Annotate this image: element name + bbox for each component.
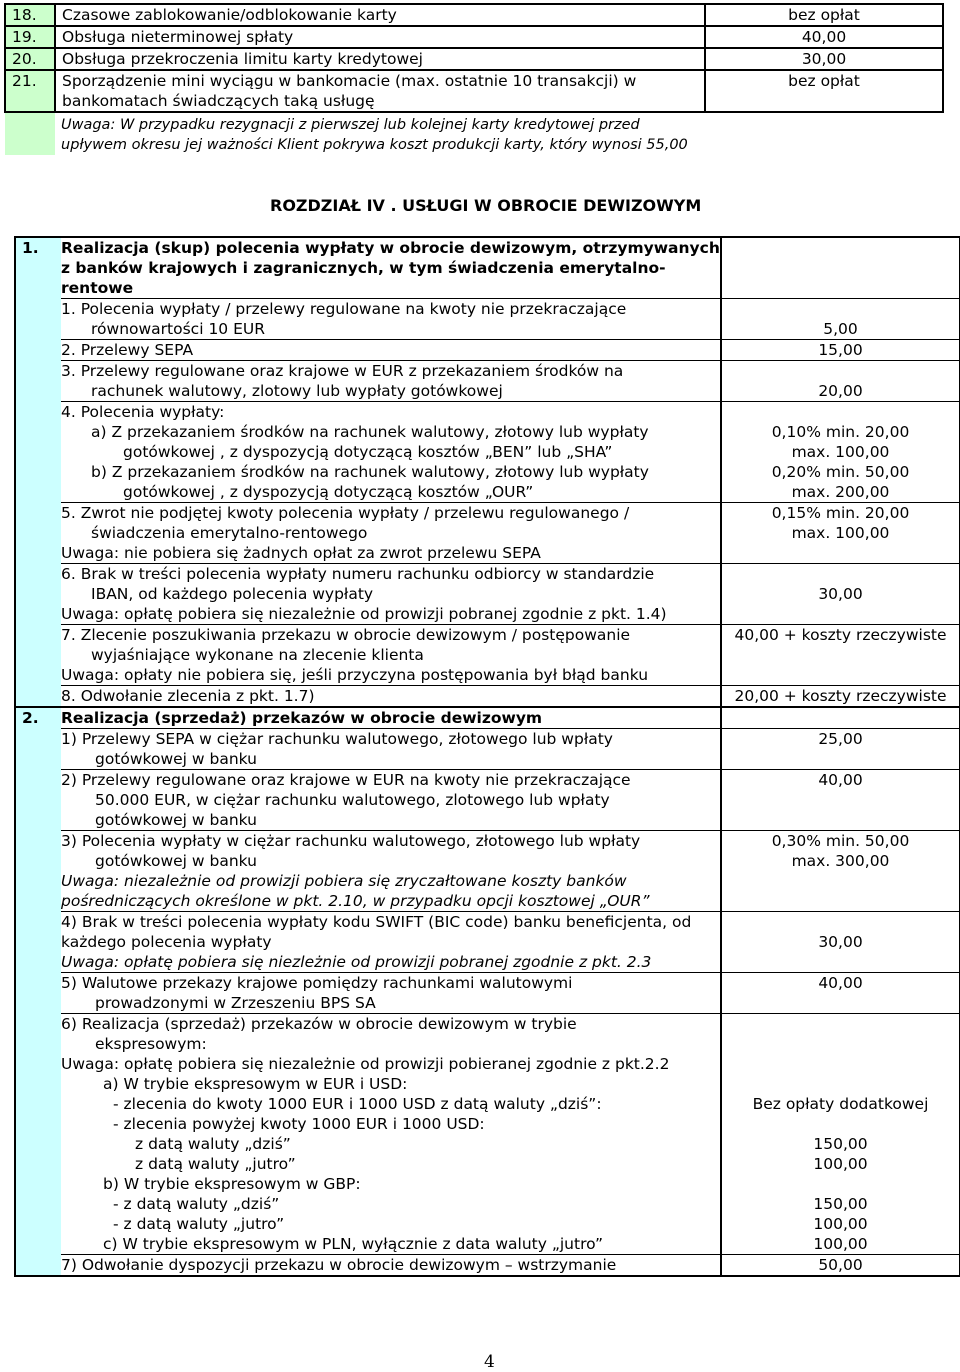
item-text — [61, 729, 721, 770]
row-number: 20. — [5, 48, 55, 70]
item-line: 1. Polecenia wypłaty / przelewy regulowane na kwoty nie przekraczające — [61, 300, 627, 318]
item-line: 6) Realizacja (sprzedaż) przekazów w obrocie dewizowym w trybie ekspresowym: — [61, 1015, 577, 1053]
item-line: równowartości 10 EUR — [91, 320, 265, 338]
item-line: 1) Przelewy SEPA w ciężar rachunku walutowego, złotowego lub wpłaty gotówkowej w banku — [61, 730, 613, 768]
table-row — [15, 402, 960, 503]
item-text: 8. Odwołanie zlecenia z pkt. 1.7) — [61, 686, 721, 708]
item-line: 4. Polecenia wypłaty: — [61, 403, 225, 421]
row-number: 18. — [5, 4, 55, 26]
row-fee: bez opłat — [705, 4, 943, 26]
item-line: 5. Zwrot nie podjętej kwoty polecenia wypłaty / przelewu regulowanego / — [61, 504, 630, 522]
item-text: 7) Odwołanie dyspozycji przekazu w obrocie dewizowym – wstrzymanie — [61, 1255, 721, 1277]
margin — [15, 1255, 61, 1277]
item-line: rachunek walutowy, zlotowy lub wypłaty gotówkowej — [91, 382, 503, 400]
item-fee: 20,00 — [818, 382, 863, 400]
table-row — [5, 70, 943, 112]
item-line: 6. Brak w treści polecenia wypłaty numeru rachunku odbiorcy w standardzie — [61, 565, 655, 583]
item-fee-cell — [721, 299, 960, 340]
item-fee: 5,00 — [823, 320, 858, 338]
chapter-title: ROZDZIAŁ IV . USŁUGI W OBROCIE DEWIZOWYM — [270, 196, 702, 215]
item-fee: 20,00 + koszty rzeczywiste — [721, 686, 960, 708]
item-fee: 30,00 — [818, 933, 863, 951]
margin — [15, 402, 61, 503]
item-text — [61, 361, 721, 402]
table-row — [15, 1255, 960, 1277]
item-line: 3. Przelewy regulowane oraz krajowe w EUR z przekazaniem środków na — [61, 362, 624, 380]
item-fee: 40,00 + koszty rzeczywiste — [721, 625, 960, 686]
item-text — [61, 299, 721, 340]
row-fee: 30,00 — [705, 48, 943, 70]
item-fee: 50,00 — [721, 1255, 960, 1277]
item-note: Uwaga: niezależnie od prowizji pobiera się zryczałtowane koszty banków pośredniczących określone w pkt. 2.10, w przypadku opcji kosztowej „OUR” — [61, 872, 650, 910]
margin — [15, 729, 61, 770]
item-fee: max. 300,00 — [791, 852, 890, 870]
option-title: a) W trybie ekspresowym w EUR i USD: — [103, 1075, 408, 1093]
margin — [15, 686, 61, 708]
item-fee: 0,15% min. 20,00 — [771, 504, 910, 522]
fee-empty — [721, 237, 960, 299]
item-text — [61, 973, 721, 1014]
margin — [15, 299, 61, 340]
item-fee: 0,30% min. 50,00 — [771, 832, 910, 850]
table-row — [5, 48, 943, 70]
item-text — [61, 912, 721, 973]
option-line: - z datą waluty „dziś” — [113, 1195, 280, 1213]
item-line: 4) Brak w treści polecenia wypłaty kodu SWIFT (BIC code) banku beneficjenta, od każdego polecenia wypłaty — [61, 913, 692, 951]
margin — [15, 831, 61, 912]
item-fee-cell — [721, 564, 960, 625]
margin — [15, 564, 61, 625]
item-line: IBAN, od każdego polecenia wypłaty — [91, 585, 374, 603]
item-fee: max. 200,00 — [791, 483, 890, 501]
section-title: Realizacja (skup) polecenia wypłaty w obrocie dewizowym, otrzymywanych z banków krajowych i zagranicznych, w tym świadczenia emerytalno-rentowe — [61, 239, 720, 297]
item-line: 3) Polecenia wypłaty w ciężar rachunku walutowego, złotowego lub wpłaty gotówkowej w banku — [61, 832, 641, 870]
table-row — [15, 1014, 960, 1255]
item-line: świadczenia emerytalno-rentowego — [91, 524, 368, 542]
item-text — [61, 1014, 721, 1255]
row-description: Sporządzenie mini wyciągu w bankomacie (max. ostatnie 10 transakcji) w bankomatach świadczących taką usługę — [55, 70, 705, 112]
margin — [15, 912, 61, 973]
card-note: Uwaga: W przypadku rezygnacji z pierwszej lub kolejnej karty kredytowej przed upływem okresu jej ważności Klient pokrywa koszt produkcji karty, który wynosi 55,00 — [61, 117, 688, 153]
table-row — [15, 299, 960, 340]
foreign-exchange-fees-table — [14, 236, 960, 1277]
item-fee-cell — [721, 361, 960, 402]
item-text: 2. Przelewy SEPA — [61, 340, 721, 361]
row-fee: 40,00 — [705, 26, 943, 48]
table-row — [15, 340, 960, 361]
table-row — [5, 112, 943, 155]
section-1-header — [15, 237, 960, 299]
item-fee: 150,00 — [813, 1135, 868, 1153]
option-line: - z datą waluty „jutro” — [113, 1215, 285, 1233]
row-description: Obsługa przekroczenia limitu karty kredytowej — [55, 48, 705, 70]
margin — [15, 770, 61, 831]
item-fee: 40,00 — [721, 770, 960, 831]
item-line: b) Z przekazaniem środków na rachunek walutowy, złotowy lub wypłaty — [91, 463, 649, 481]
item-line: 2) Przelewy regulowane oraz krajowe w EUR na kwoty nie przekraczające 50.000 EUR, w ciężar rachunku walutowego, zlotowego lub wpłaty gotówkowej w banku — [61, 771, 631, 829]
table-row — [5, 4, 943, 26]
item-note: Uwaga: opłatę pobiera się niezależnie od prowizji pobranej zgodnie z pkt. 1.4) — [61, 605, 667, 623]
margin — [15, 503, 61, 564]
table-row — [15, 625, 960, 686]
item-note: Uwaga: opłaty nie pobiera się, jeśli przyczyna postępowania był błąd banku — [61, 666, 649, 684]
item-fee: 15,00 — [721, 340, 960, 361]
item-line: gotówkowej , z dyspozycją dotyczącą kosztów „OUR” — [123, 483, 534, 501]
item-text — [61, 402, 721, 503]
item-fee-cell — [721, 402, 960, 503]
item-fee: 25,00 — [721, 729, 960, 770]
item-note: Uwaga: opłatę pobiera się niezależnie od prowizji pobieranej zgodnie z pkt.2.2 — [61, 1055, 670, 1073]
table-row — [15, 564, 960, 625]
item-fee-cell — [721, 912, 960, 973]
item-fee: max. 100,00 — [791, 524, 890, 542]
item-text — [61, 625, 721, 686]
item-line: 5) Walutowe przekazy krajowe pomiędzy rachunkami walutowymi prowadzonymi w Zrzeszeniu BPS SA — [61, 974, 573, 1012]
option-line: z datą waluty „dziś” — [135, 1135, 291, 1153]
table-row — [15, 729, 960, 770]
section-title: Realizacja (sprzedaż) przekazów w obrocie dewizowym — [61, 707, 721, 729]
margin — [15, 1014, 61, 1255]
table-row — [15, 770, 960, 831]
note-margin — [5, 112, 55, 155]
fee-empty — [721, 707, 960, 729]
row-number: 21. — [5, 70, 55, 112]
item-fee: 0,10% min. 20,00 — [771, 423, 910, 441]
option-title: b) W trybie ekspresowym w GBP: — [103, 1175, 361, 1193]
margin — [15, 361, 61, 402]
table-row — [15, 912, 960, 973]
table-row — [15, 831, 960, 912]
option-line: z datą waluty „jutro” — [135, 1155, 296, 1173]
table-row — [15, 361, 960, 402]
table-row — [15, 973, 960, 1014]
item-text — [61, 564, 721, 625]
note-empty — [705, 112, 943, 155]
margin — [15, 973, 61, 1014]
item-fee: max. 100,00 — [791, 443, 890, 461]
item-line: gotówkowej , z dyspozycją dotyczącą kosztów „BEN” lub „SHA” — [123, 443, 613, 461]
item-fee: 30,00 — [818, 585, 863, 603]
item-text — [61, 831, 721, 912]
section-number: 2. — [15, 707, 61, 729]
row-description: Obsługa nieterminowej spłaty — [55, 26, 705, 48]
table-row — [5, 26, 943, 48]
margin — [15, 340, 61, 361]
item-line: wyjaśniające wykonane na zlecenie klienta — [91, 646, 424, 664]
item-line: 7. Zlecenie poszukiwania przekazu w obrocie dewizowym / postępowanie — [61, 626, 631, 644]
item-note: Uwaga: opłatę pobiera się niezleżnie od prowizji pobranej zgodnie z pkt. 2.3 — [61, 953, 652, 971]
item-text — [61, 770, 721, 831]
item-fee: 100,00 — [813, 1155, 868, 1173]
item-fee-cell — [721, 831, 960, 912]
item-fee: 40,00 — [721, 973, 960, 1014]
table-row — [15, 503, 960, 564]
option-title: c) W trybie ekspresowym w PLN, wyłącznie z data waluty „jutro” — [103, 1235, 604, 1253]
section-2-header — [15, 707, 960, 729]
row-fee: bez opłat — [705, 70, 943, 112]
margin — [15, 625, 61, 686]
item-line: a) Z przekazaniem środków na rachunek walutowy, złotowy lub wypłaty — [91, 423, 649, 441]
item-fee: Bez opłaty dodatkowej — [752, 1095, 929, 1113]
item-fee: 100,00 — [813, 1235, 868, 1253]
page-number: 4 — [484, 1352, 495, 1372]
option-line: - zlecenia powyżej kwoty 1000 EUR i 1000 USD: — [113, 1115, 485, 1133]
item-fee: 150,00 — [813, 1195, 868, 1213]
section-number: 1. — [15, 237, 61, 299]
item-text — [61, 503, 721, 564]
card-fees-table — [4, 3, 944, 155]
item-note: Uwaga: nie pobiera się żadnych opłat za zwrot przelewu SEPA — [61, 544, 541, 562]
item-fee-cell — [721, 1014, 960, 1255]
item-fee-cell — [721, 503, 960, 564]
table-row — [15, 686, 960, 708]
item-fee: 100,00 — [813, 1215, 868, 1233]
row-description: Czasowe zablokowanie/odblokowanie karty — [55, 4, 705, 26]
item-fee: 0,20% min. 50,00 — [771, 463, 910, 481]
option-line: - zlecenia do kwoty 1000 EUR i 1000 USD z datą waluty „dziś”: — [113, 1095, 602, 1113]
row-number: 19. — [5, 26, 55, 48]
